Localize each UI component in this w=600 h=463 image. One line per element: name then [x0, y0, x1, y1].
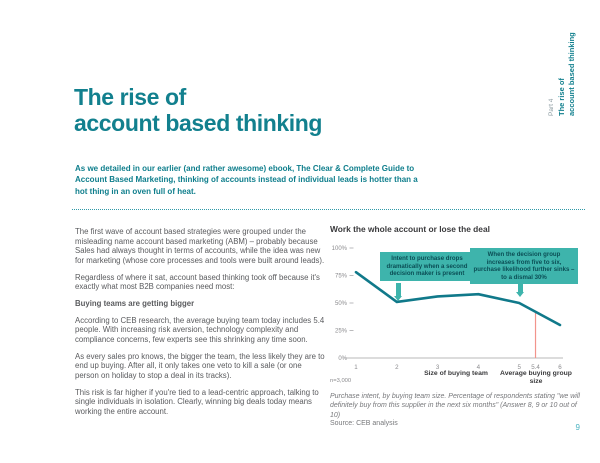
callout-arrow-tip	[516, 292, 524, 297]
paragraph: This risk is far higher if you're tied to a lead-centric approach, talking to single individuals in isolation. Clearly, winning big deals today means working the entire account.	[75, 387, 319, 416]
svg-text:0%: 0%	[338, 356, 347, 362]
paragraph: According to CEB research, the average buying team today includes 5.4 people. With increasing risk aversion, technology complexity and compliance concerns, few experts see this shrinking any time soon.	[75, 315, 325, 344]
svg-text:25%: 25%	[334, 328, 347, 335]
intro-paragraph: As we detailed in our earlier (and rather awesome) ebook, The Clear & Complete Guide to Account Based Marketing, thinking of accounts instead of individual leads is hotter than a hot thing in an oven full of heat.	[75, 164, 418, 196]
svg-text:6: 6	[558, 364, 562, 371]
svg-text:3: 3	[435, 364, 440, 371]
side-tab	[548, 6, 584, 116]
paragraph: As every sales pro knows, the bigger the team, the less likely they are to end up buying. After all, it only takes one veto to kill a sale (or one person on holiday to stop a deal in its tracks).	[75, 351, 325, 380]
chart-callout-2: When the decision group increases from five to six, purchase likelihood further sinks – to a dismal 30%	[470, 248, 578, 284]
svg-text:2: 2	[395, 364, 399, 371]
page-title-line2: account based thinking	[74, 110, 323, 137]
svg-text:100%: 100%	[331, 246, 347, 252]
svg-text:4: 4	[476, 364, 481, 371]
svg-text:50%: 50%	[334, 301, 347, 307]
chart-xaxis-label: Size of buying team	[424, 370, 488, 377]
side-title-line1: The rise of	[557, 78, 566, 116]
side-title-line2: account based thinking	[566, 32, 576, 116]
page-title-line1: The rise of	[74, 84, 186, 110]
chart-caption: Purchase intent, by buying team size. Percentage of respondents stating "we will definitely buy from this supplier in the next six months" (Answer 8, 9 or 10 out of 10)	[330, 393, 580, 419]
body-column	[75, 227, 325, 424]
chart-sample-size-note: n=3,000	[330, 378, 352, 384]
dotted-divider	[72, 209, 585, 210]
chart-callout-1: Intent to purchase drops dramatically when a second decision maker is present	[380, 252, 474, 281]
svg-text:5: 5	[517, 364, 521, 371]
paragraph: The first wave of account based strategies were grouped under the misleading name account based marketing (ABM) – probably because Sales had always thought in terms of accounts, while the idea was new for marketing (whose core processes and tools were built around leads).	[75, 227, 325, 265]
chart-y-axis	[332, 246, 354, 362]
callout-arrow-stem	[396, 283, 401, 296]
svg-text:5.4: 5.4	[531, 364, 540, 371]
chart-avg-group-label: Average buying group size	[500, 370, 572, 386]
page-title	[74, 84, 322, 136]
part-label: Part 4	[548, 98, 555, 116]
callout-arrow-tip	[394, 296, 402, 301]
svg-text:1: 1	[354, 364, 358, 371]
page-number: 9	[575, 423, 580, 432]
paragraph: Regardless of where it sat, account based thinking took off because it's exactly what most B2B companies need most:	[75, 272, 320, 292]
chart	[330, 224, 582, 400]
chart-title: Work the whole account or lose the deal	[330, 224, 490, 234]
section-subheading: Buying teams are getting bigger	[75, 298, 195, 308]
chart-source: Source: CEB analysis	[330, 420, 398, 427]
svg-text:75%: 75%	[334, 273, 347, 280]
